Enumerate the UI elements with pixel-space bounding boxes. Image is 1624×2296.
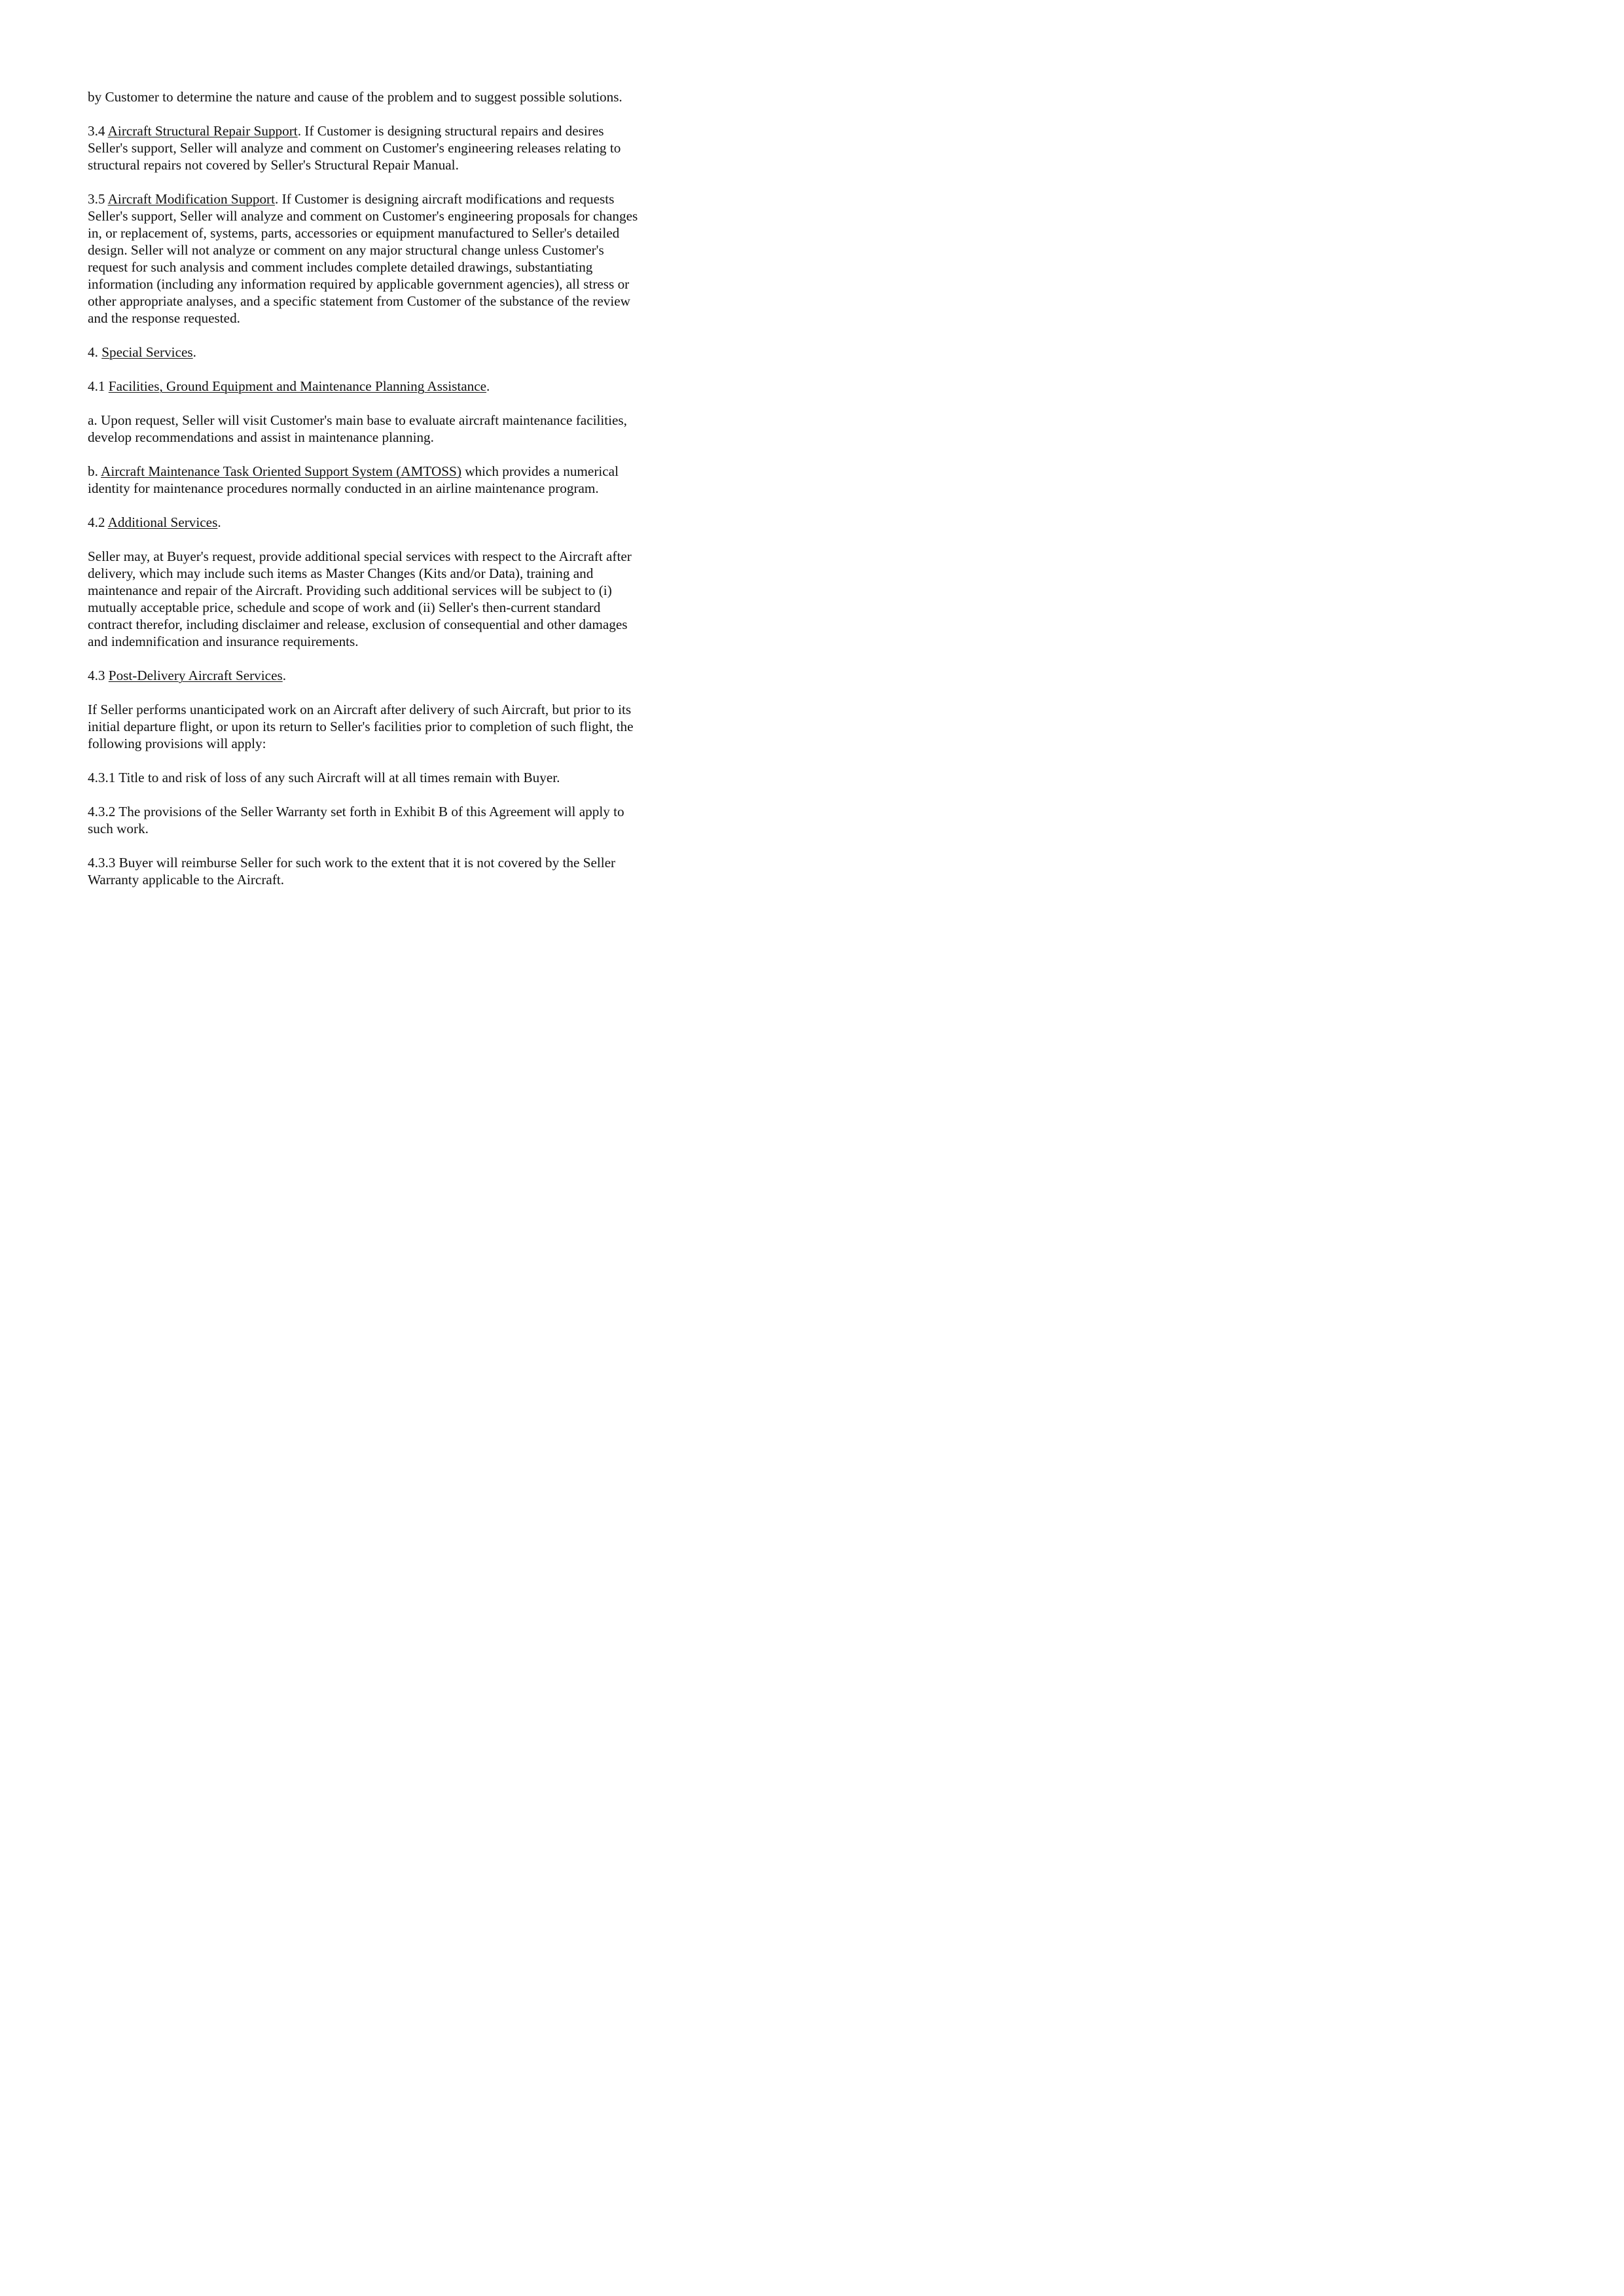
section-4-3-1 (88, 769, 644, 786)
section-4-2 (88, 514, 644, 531)
section-heading: Aircraft Modification Support (107, 191, 275, 207)
section-number: b. (88, 463, 101, 479)
section-4 (88, 344, 644, 361)
section-number: 3.5 (88, 191, 108, 207)
section-heading: Special Services (101, 344, 193, 360)
section-heading: Aircraft Structural Repair Support (107, 123, 298, 139)
section-text: . (192, 344, 196, 360)
section-3-4 (88, 122, 644, 173)
section-heading: Aircraft Maintenance Task Oriented Support System (AMTOSS) (101, 463, 461, 479)
section-4-3-2 (88, 803, 644, 837)
paragraph-text: Seller may, at Buyer's request, provide additional special services with respect to the Aircraft after delivery, which may include such items as Master Changes (Kits and/or Data), training and maintenance and repair of the Aircraft. Providing such additional services will be subject to (i) mutually acceptable price, schedule and scope of work and (ii) Seller's then-current standard contract therefor, including disclaimer and release, exclusion of consequential and other damages and indemnification and insurance requirements. (88, 548, 632, 649)
section-number: 4.3 (88, 668, 109, 683)
paragraph-continuation (88, 88, 644, 105)
paragraph-text: a. Upon request, Seller will visit Customer's main base to evaluate aircraft maintenance facilities, develop recommendations and assist in maintenance planning. (88, 412, 627, 445)
section-heading: Post-Delivery Aircraft Services (108, 668, 283, 683)
section-4-3-3 (88, 854, 644, 888)
section-3-5 (88, 190, 644, 327)
section-heading: Facilities, Ground Equipment and Maintenance Planning Assistance (108, 378, 487, 394)
document-page (88, 88, 644, 905)
section-4-3 (88, 667, 644, 684)
paragraph-text: by Customer to determine the nature and cause of the problem and to suggest possible solutions. (88, 89, 623, 105)
section-text: which provides a numerical identity for maintenance procedures normally conducted in an airline maintenance program. (88, 463, 619, 496)
section-heading: Additional Services (107, 514, 218, 530)
paragraph-text: If Seller performs unanticipated work on an Aircraft after delivery of such Aircraft, but prior to its initial departure flight, or upon its return to Seller's facilities prior to completion of such flight, the following provisions will apply: (88, 702, 634, 751)
section-text: . (217, 514, 221, 530)
section-4-3-body (88, 701, 644, 752)
paragraph-text: 4.3.3 Buyer will reimburse Seller for such work to the extent that it is not covered by the Seller Warranty applicable to the Aircraft. (88, 855, 616, 888)
section-text: . (486, 378, 490, 394)
section-number: 4.2 (88, 514, 108, 530)
section-number: 4. (88, 344, 102, 360)
section-text: . If Customer is designing aircraft modifications and requests Seller's support, Seller will analyze and comment on Customer's engineering proposals for changes in, or replacement of, systems, parts, accessories or equipment manufactured to Seller's detailed design. Seller will not analyze or comment on any major structural change unless Customer's request for such analysis and comment includes complete detailed drawings, substantiating information (including any information required by applicable government agencies), all stress or other appropriate analyses, and a specific statement from Customer of the substance of the review and the response requested. (88, 191, 638, 326)
section-4-2-body (88, 548, 644, 650)
section-number: 3.4 (88, 123, 108, 139)
section-4-1 (88, 378, 644, 395)
paragraph-text: 4.3.1 Title to and risk of loss of any such Aircraft will at all times remain with Buyer. (88, 770, 560, 785)
section-number: 4.1 (88, 378, 109, 394)
section-text: . If Customer is designing structural repairs and desires Seller's support, Seller will analyze and comment on Customer's engineering releases relating to structural repairs not covered by Seller's Structural Repair Manual. (88, 123, 621, 173)
paragraph-text: 4.3.2 The provisions of the Seller Warranty set forth in Exhibit B of this Agreement will apply to such work. (88, 804, 624, 836)
section-4-1-a (88, 412, 644, 446)
section-4-1-b (88, 463, 644, 497)
section-text: . (282, 668, 287, 683)
